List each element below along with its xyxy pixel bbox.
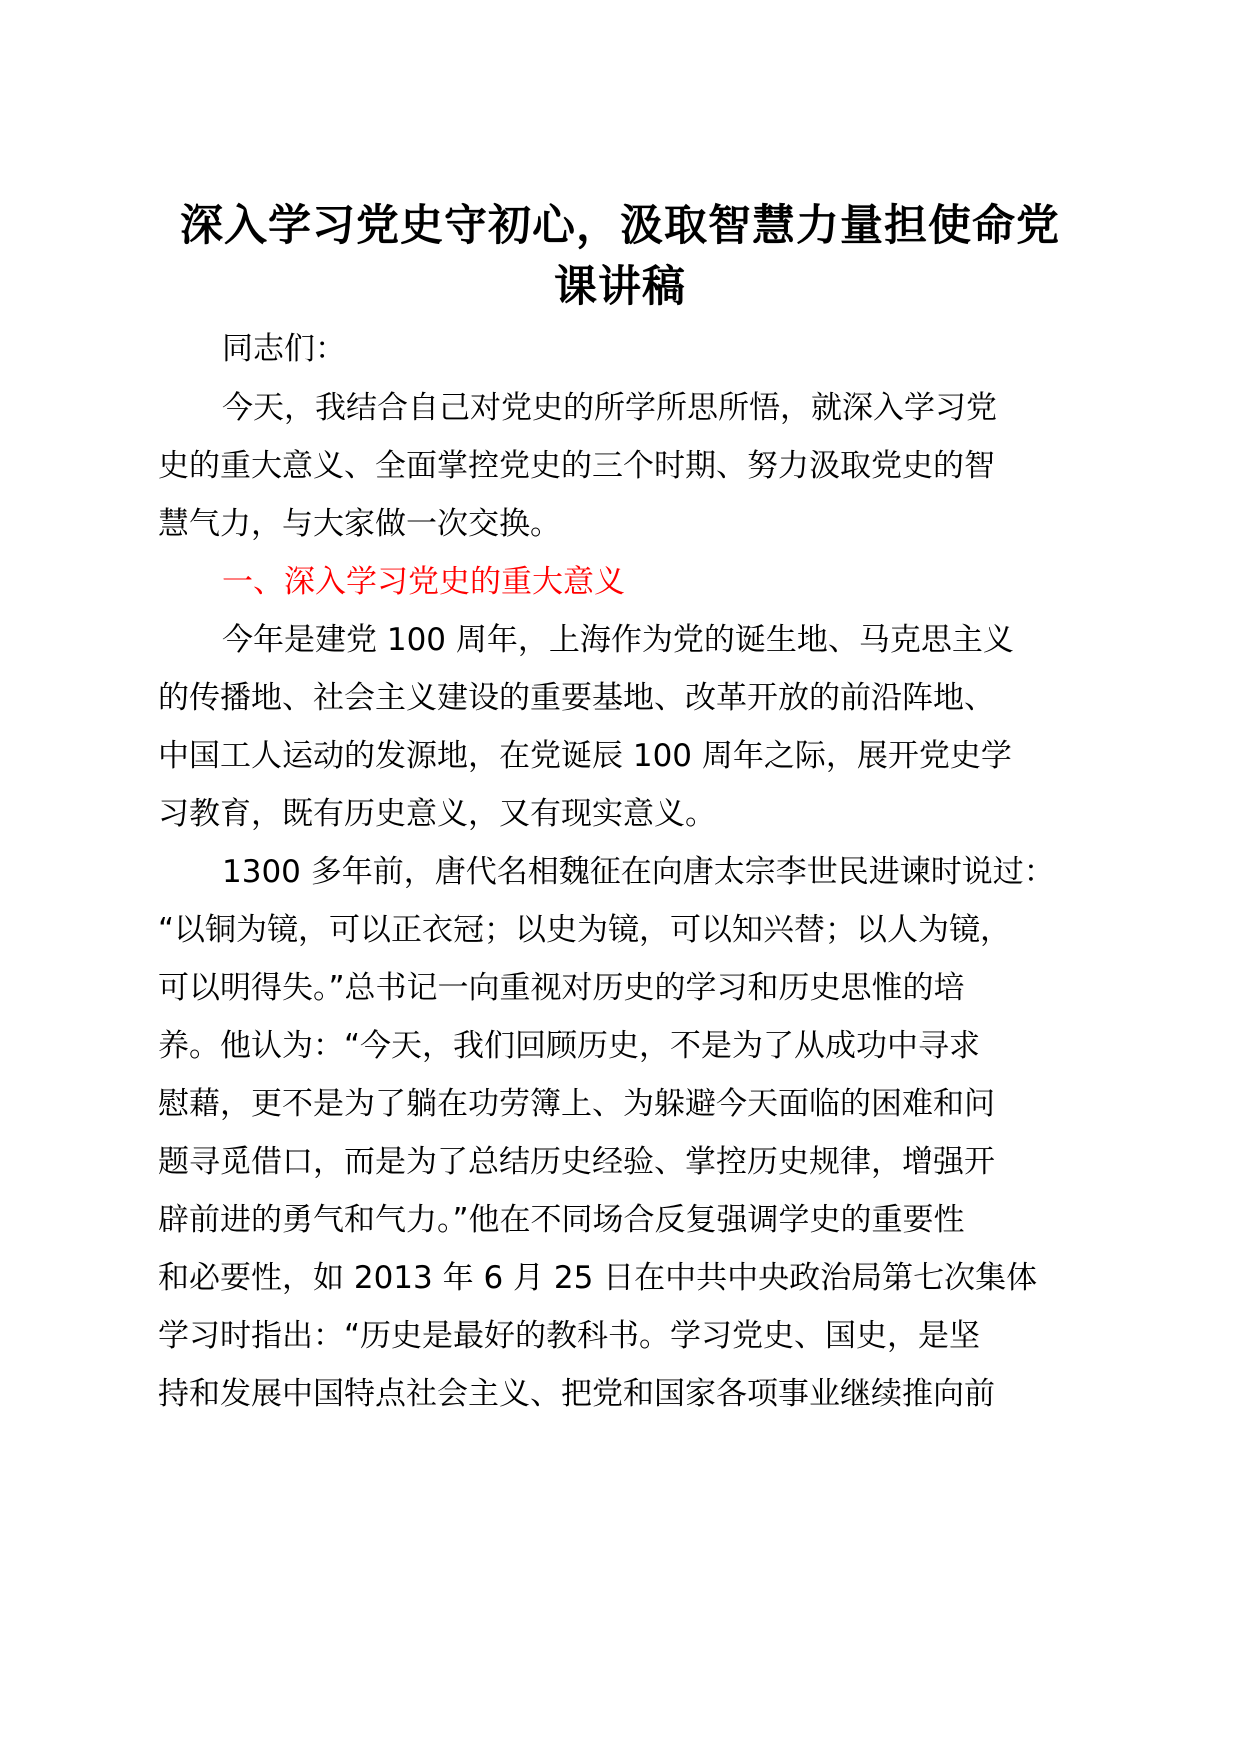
document-title-line-1: 深入学习党史守初心，汲取智慧力量担使命党 — [180, 201, 1060, 251]
paragraph-line: 今天，我结合自己对党史的所学所思所悟，就深入学习党 — [222, 390, 997, 426]
paragraph-line: 题寻觅借口，而是为了总结历史经验、掌控历史规律，增强开 — [158, 1144, 995, 1180]
salutation: 同志们： — [222, 331, 346, 367]
paragraph-line: 的传播地、社会主义建设的重要基地、改革开放的前沿阵地、 — [158, 680, 995, 716]
paragraph-line: 习教育，既有历史意义，又有现实意义。 — [158, 796, 716, 832]
paragraph-line: 中国工人运动的发源地，在党诞辰 100 周年之际，展开党史学 — [158, 738, 1012, 774]
paragraph-line: 学习时指出：“历史是最好的教科书。学习党史、国史，是坚 — [158, 1318, 981, 1354]
paragraph-line: 1300 多年前，唐代名相魏征在向唐太宗李世民进谏时说过： — [222, 854, 1055, 890]
document-title-line-2: 课讲稿 — [554, 262, 686, 312]
paragraph-line: 慧气力，与大家做一次交换。 — [158, 506, 561, 542]
paragraph-line: 养。他认为：“今天，我们回顾历史，不是为了从成功中寻求 — [158, 1028, 981, 1064]
paragraph-line: 慰藉，更不是为了躺在功劳簿上、为躲避今天面临的困难和问 — [158, 1086, 995, 1122]
paragraph-line: 可以明得失。”总书记一向重视对历史的学习和历史思惟的培 — [158, 970, 965, 1006]
paragraph-line: 今年是建党 100 周年，上海作为党的诞生地、马克思主义 — [222, 622, 1014, 658]
paragraph-line: 史的重大意义、全面掌控党史的三个时期、努力汲取党史的智 — [158, 448, 995, 484]
paragraph-line: 持和发展中国特点社会主义、把党和国家各项事业继续推向前 — [158, 1376, 995, 1412]
section-heading: 一、深入学习党史的重大意义 — [222, 564, 625, 600]
paragraph-line: 和必要性，如 2013 年 6 月 25 日在中共中央政治局第七次集体 — [158, 1260, 1038, 1296]
paragraph-line: 辟前进的勇气和气力。”他在不同场合反复强调学史的重要性 — [158, 1202, 965, 1238]
paragraph-line: “以铜为镜，可以正衣冠；以史为镜，可以知兴替；以人为镜， — [158, 912, 1012, 948]
